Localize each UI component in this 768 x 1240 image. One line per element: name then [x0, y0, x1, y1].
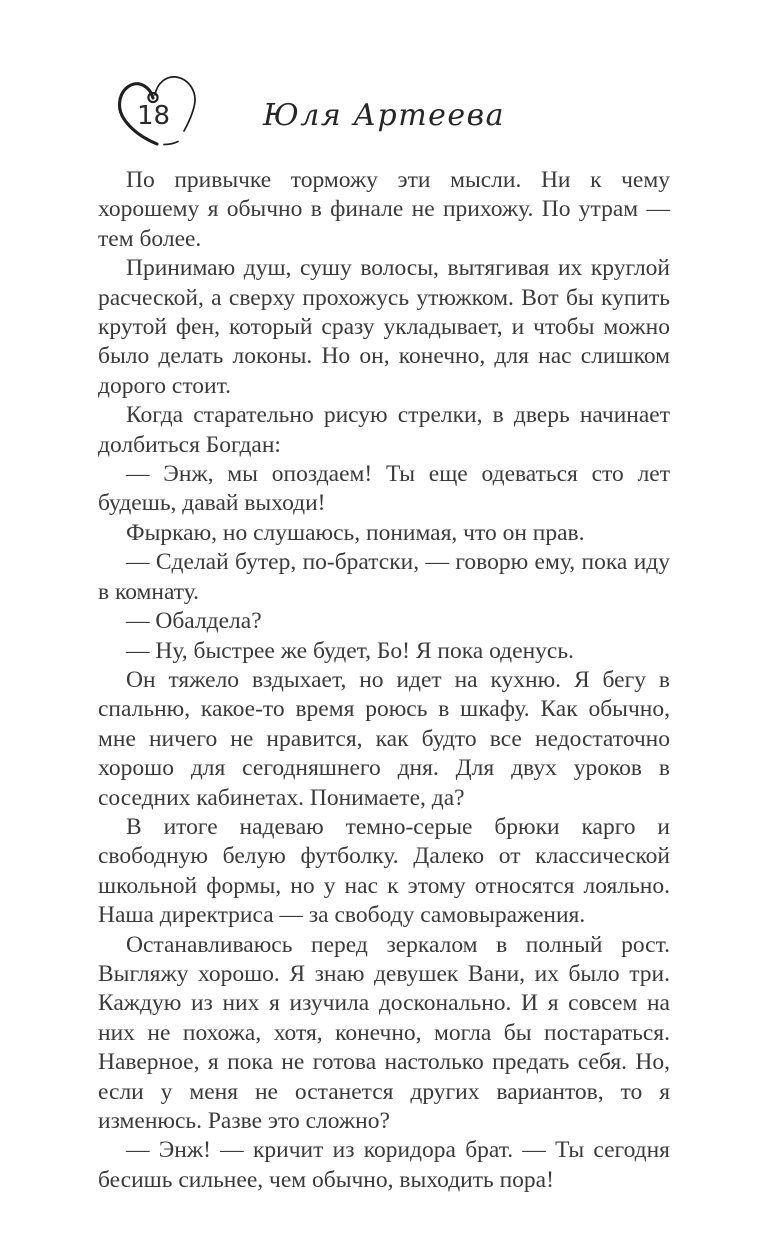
paragraph: — Энж, мы опоздаем! Ты еще одеваться сто лет будешь, давай выходи! — [98, 461, 670, 517]
body-text — [98, 166, 670, 1195]
paragraph: — Обалдела? — [126, 608, 262, 635]
paragraph: — Сделай бутер, по-братски, — говорю ему, пока иду в комнату. — [98, 549, 670, 605]
paragraph: По привычке торможу эти мысли. Ни к чему хорошему я обычно в финале не прихожу. По утрам — тем более. — [98, 167, 670, 252]
page-number: 18 — [137, 101, 171, 131]
paragraph: Он тяжело вздыхает, но идет на кухню. Я бегу в спальню, какое-то время роюсь в шкафу. Как обычно, мне ничего не нравится, как будто все недостаточно хорошо для сегодняшнего дня. Для двух уроков в соседних кабинетах. Понимаете, да? — [98, 666, 670, 811]
paragraph: Останавливаюсь перед зеркалом в полный рост. Выгляжу хорошо. Я знаю девушек Вани, их было три. Каждую из них я изучила досконально. И я совсем на них не похожа, хотя, конечно, могла бы постараться. Наверное, я пока не готова настолько предать себя. Но, если у меня не останется других вариантов, то я изменюсь. Разве это сложно? — [98, 931, 670, 1134]
paragraph: — Энж! — кричит из коридора брат. — Ты сегодня бесишь сильнее, чем обычно, выходить пора! — [98, 1137, 670, 1193]
paragraph: Когда старательно рисую стрелки, в дверь начинает долбиться Богдан: — [98, 402, 670, 458]
paragraph: Фыркаю, но слушаюсь, понимая, что он прав. — [126, 519, 585, 546]
paragraph: — Ну, быстрее же будет, Бо! Я пока оденусь. — [126, 637, 574, 664]
paragraph: В итоге надеваю темно-серые брюки карго и свободную белую футболку. Далеко от классической школьной формы, но у нас к этому относятся лояльно. Наша директриса — за свободу самовыражения. — [98, 813, 670, 929]
running-header-author: Юля Артеева — [262, 98, 506, 133]
paragraph: Принимаю душ, сушу волосы, вытягивая их круглой расческой, а сверху прохожусь утюжком. Вот бы купить крутой фен, который сразу укладывает, и чтобы можно было делать локоны. Но он, конечно, для нас слишком дорого стоит. — [98, 255, 670, 399]
